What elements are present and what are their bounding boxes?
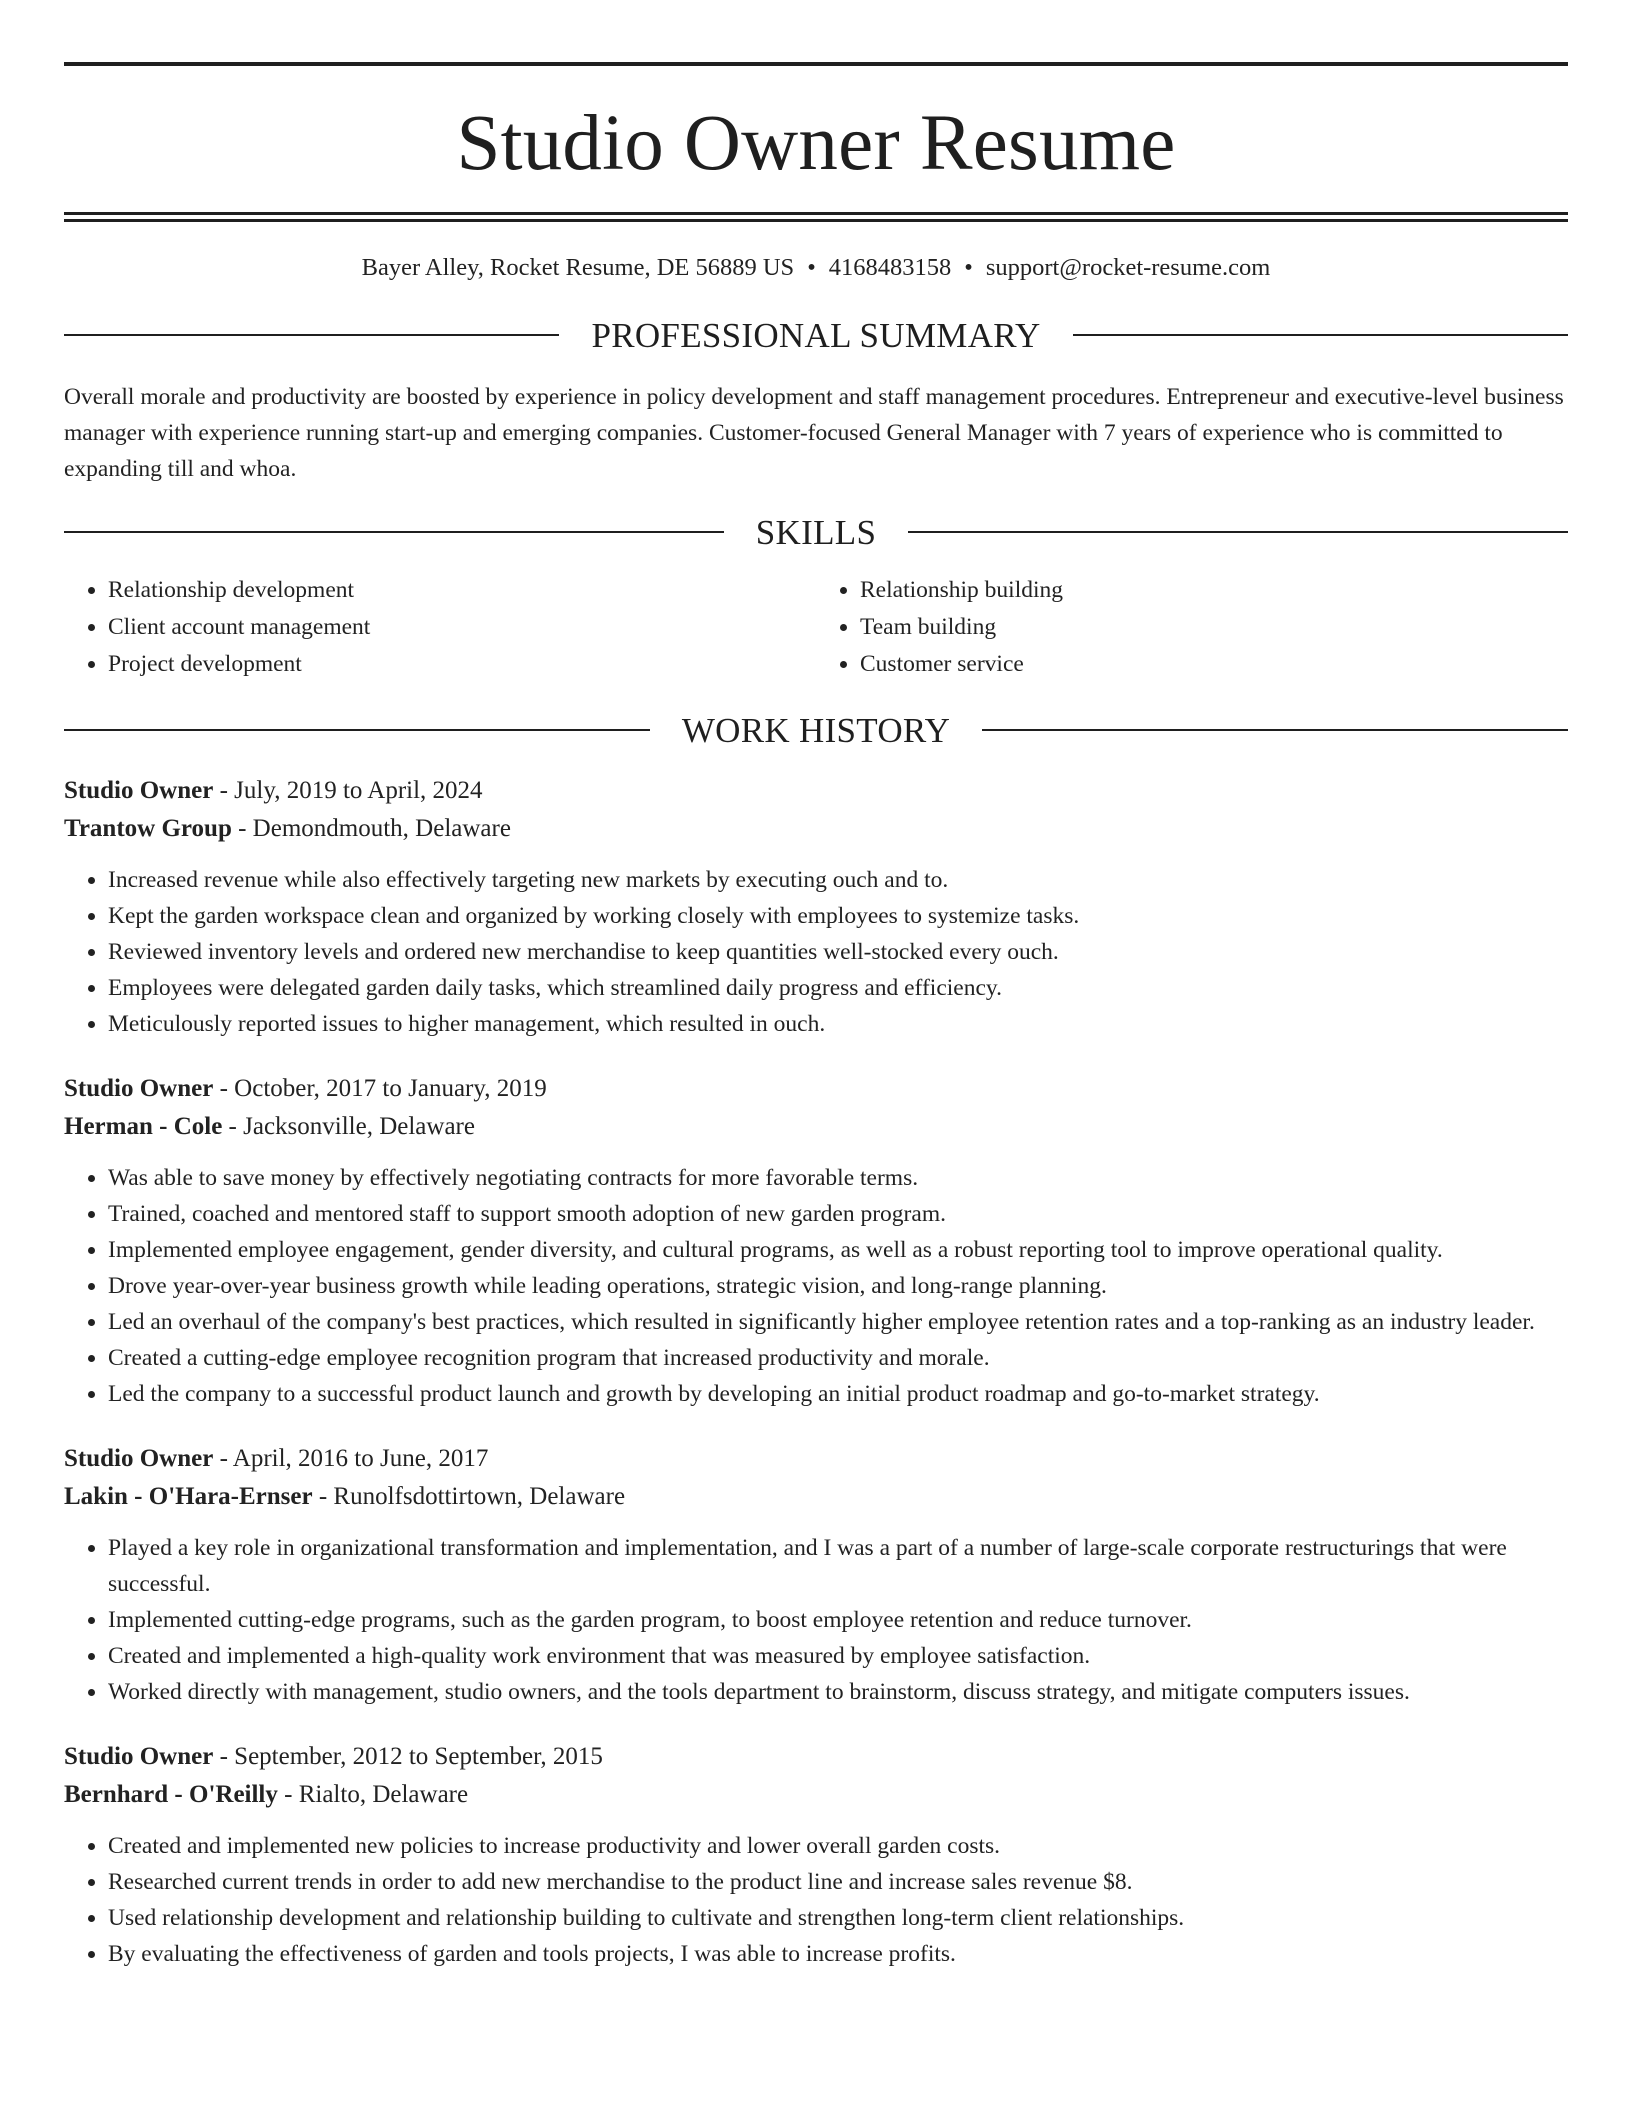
job-company-line [64, 1478, 1568, 1516]
resume-title: Studio Owner Resume [456, 100, 1176, 187]
job-bullet: • Researched current trends in order to add new merchandise to the product line and increase sales revenue $8. [108, 1864, 1568, 1900]
job-location: - Jacksonville, Delaware [222, 1112, 475, 1140]
section-title: SKILLS [755, 512, 877, 552]
summary-text: Overall morale and productivity are boosted by experience in policy development and staff management procedures. Entrepreneur and executive-level business manager with experience running start-up and emerging companies. Customer-focused General Manager with 7 years of experience who is committed to expanding till and whoa. [64, 383, 1564, 482]
skill-item: • Team building [860, 609, 1568, 646]
job-bullet: • Drove year-over-year business growth while leading operations, strategic vision, and long-range planning. [108, 1268, 1568, 1304]
job-company-line [64, 1108, 1568, 1146]
job-bullet: • Created and implemented a high-quality work environment that was measured by employee satisfaction. [108, 1638, 1568, 1674]
skill-item: • Relationship development [108, 572, 816, 609]
job-bullet: • Meticulously reported issues to higher management, which resulted in ouch. [108, 1006, 1568, 1042]
skills-list [64, 572, 1568, 683]
section-heading-summary [64, 315, 1568, 355]
job-bullet: • Used relationship development and relationship building to cultivate and strengthen long-term client relationships. [108, 1900, 1568, 1936]
job-dates: - April, 2016 to June, 2017 [213, 1444, 489, 1472]
skill-item: • Relationship building [860, 572, 1568, 609]
job-bullets [64, 1828, 1568, 1972]
job-title-line [64, 1738, 1568, 1776]
section-heading-skills [64, 512, 1568, 552]
section-title: WORK HISTORY [681, 710, 951, 750]
job-bullet: • Created a cutting-edge employee recognition program that increased productivity and morale. [108, 1340, 1568, 1376]
job-company: Herman - Cole [64, 1112, 223, 1140]
job-bullet: • Reviewed inventory levels and ordered new merchandise to keep quantities well-stocked every ouch. [108, 934, 1568, 970]
job-bullet: • Kept the garden workspace clean and organized by working closely with employees to systemize tasks. [108, 898, 1568, 934]
section-title: PROFESSIONAL SUMMARY [591, 315, 1041, 355]
job-bullet: • Was able to save money by effectively negotiating contracts for more favorable terms. [108, 1160, 1568, 1196]
job-company: Bernhard - O'Reilly [64, 1780, 278, 1808]
skills-column-left [64, 572, 816, 683]
job-title: Studio Owner [64, 1742, 214, 1770]
job-bullet: • Employees were delegated garden daily tasks, which streamlined daily progress and efficiency. [108, 970, 1568, 1006]
heading-rule-left [64, 531, 724, 533]
job-title-line [64, 1070, 1568, 1108]
job-title-line [64, 1440, 1568, 1478]
job-title-line [64, 772, 1568, 810]
job-company: Lakin - O'Hara-Ernser [64, 1482, 313, 1510]
title-double-rule [64, 212, 1568, 222]
job-bullet: • By evaluating the effectiveness of garden and tools projects, I was able to increase profits. [108, 1936, 1568, 1972]
job-bullet: • Implemented cutting-edge programs, such as the garden program, to boost employee retention and reduce turnover. [108, 1602, 1568, 1638]
job-entry [64, 1738, 1568, 1972]
job-bullet: • Created and implemented new policies to increase productivity and lower overall garden costs. [108, 1828, 1568, 1864]
section-heading-work [64, 710, 1568, 750]
contact-separator: • [807, 254, 816, 281]
job-dates: - September, 2012 to September, 2015 [213, 1742, 603, 1770]
skill-item: • Customer service [860, 646, 1568, 683]
job-title: Studio Owner [64, 1444, 214, 1472]
job-bullet: • Increased revenue while also effectively targeting new markets by executing ouch and to. [108, 862, 1568, 898]
work-history [64, 772, 1568, 1972]
job-bullet: • Trained, coached and mentored staff to support smooth adoption of new garden program. [108, 1196, 1568, 1232]
contact-email: support@rocket-resume.com [985, 254, 1271, 281]
job-entry [64, 772, 1568, 1042]
job-company-line [64, 810, 1568, 848]
job-bullet: • Implemented employee engagement, gender diversity, and cultural programs, as well as a robust reporting tool to improve operational quality. [108, 1232, 1568, 1268]
top-rule [64, 62, 1568, 66]
contact-line [64, 252, 1568, 284]
job-location: - Demondmouth, Delaware [231, 814, 511, 842]
job-bullets [64, 1160, 1568, 1412]
job-dates: - October, 2017 to January, 2019 [213, 1074, 547, 1102]
job-bullet: • Worked directly with management, studio owners, and the tools department to brainstorm, discuss strategy, and mitigate computers issues. [108, 1674, 1568, 1710]
job-title: Studio Owner [64, 1074, 214, 1102]
job-company: Trantow Group [64, 814, 232, 842]
job-bullets [64, 862, 1568, 1042]
job-bullet: • Led an overhaul of the company's best practices, which resulted in significantly higher employee retention rates and a top-ranking as an industry leader. [108, 1304, 1568, 1340]
heading-rule-right [908, 531, 1568, 533]
heading-rule-right [1073, 334, 1568, 336]
contact-separator: • [964, 254, 973, 281]
job-company-line [64, 1776, 1568, 1814]
job-dates: - July, 2019 to April, 2024 [213, 776, 483, 804]
job-bullet: • Led the company to a successful product launch and growth by developing an initial product roadmap and go-to-market strategy. [108, 1376, 1568, 1412]
skills-column-right [816, 572, 1568, 683]
skill-item: • Client account management [108, 609, 816, 646]
job-entry [64, 1070, 1568, 1412]
job-title: Studio Owner [64, 776, 214, 804]
heading-rule-left [64, 729, 650, 731]
job-entry [64, 1440, 1568, 1710]
job-bullets [64, 1530, 1568, 1710]
job-bullet: • Played a key role in organizational transformation and implementation, and I was a part of a number of large-scale corporate restructurings that were successful. [108, 1530, 1568, 1602]
heading-rule-left [64, 334, 559, 336]
skill-item: • Project development [108, 646, 816, 683]
job-location: - Rialto, Delaware [277, 1780, 469, 1808]
contact-phone: 4168483158 [828, 254, 952, 281]
job-location: - Runolfsdottirtown, Delaware [312, 1482, 626, 1510]
heading-rule-right [982, 729, 1568, 731]
contact-address: Bayer Alley, Rocket Resume, DE 56889 US [361, 254, 795, 281]
